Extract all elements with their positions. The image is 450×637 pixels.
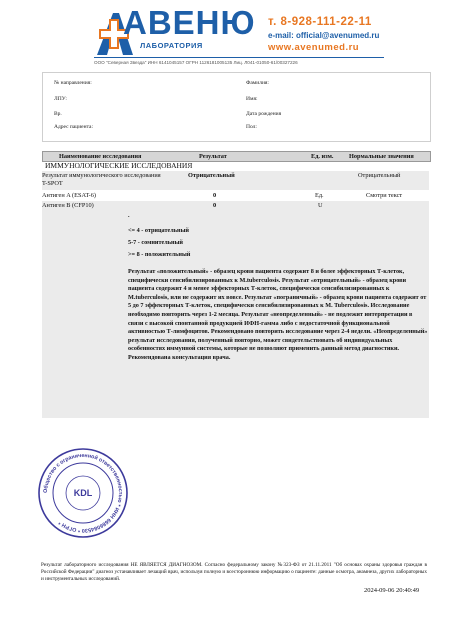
norm-tspot: Отрицательный (358, 172, 401, 179)
section-title: ИММУНОЛОГИЧЕСКИЕ ИССЛЕДОВАНИЯ (45, 161, 193, 170)
unit-antigen-a: Ед. (315, 192, 324, 199)
comment-scale-positive: >= 8 - положительный (128, 251, 191, 258)
website-url: www.avenumed.ru (268, 42, 360, 53)
print-timestamp: 2024-09-06 20:40:49 (364, 587, 420, 594)
doctor-label: Вр. (54, 111, 62, 117)
test-name-antigen-b: Антиген B (CFP10) (42, 202, 94, 209)
header-norm: Нормальные значения (349, 153, 414, 160)
patient-info-box (42, 72, 431, 142)
stamp-ring-text: Общество с ограниченной ответственностью * ИНН 6686084530 * ОГРН * (42, 452, 124, 534)
direction-number-label: № направления: (54, 80, 92, 86)
legal-info-line: ООО "Северная Звезда" ИНН 6141045157 ОГРН 1126181005135 Лиц. Л041-01050-61/00327226 (94, 57, 384, 68)
test-name-tspot: Результат иммунологического исследования T-SPOT (42, 172, 161, 187)
result-antigen-a: 0 (213, 192, 217, 199)
test-name-antigen-a: Антиген A (ESAT-6) (42, 192, 96, 199)
comment-scale-doubtful: 5-7 - сомнительный (128, 239, 183, 246)
header-test-name: Наименование исследования (59, 153, 142, 160)
organization-stamp (37, 447, 129, 539)
header-result: Результат (199, 153, 227, 160)
stamp-center-text: KDL (73, 488, 93, 498)
birthdate-label: Дата рождения (246, 111, 282, 117)
name-label: Имя: (246, 96, 258, 102)
unit-antigen-b: U (318, 202, 323, 209)
lpu-label: ЛПУ: (54, 96, 67, 102)
surname-label: Фамилия: (246, 80, 269, 86)
header-unit: Ед. изм. (311, 153, 334, 160)
email-address: e-mail: official@avenumed.ru (268, 31, 380, 40)
result-antigen-b: 0 (213, 202, 217, 209)
logo-text: АВЕНЮ (123, 4, 256, 41)
stamp-seal-icon (37, 447, 129, 539)
comment-scale-negative: <= 4 - отрицательный (128, 227, 189, 234)
comment-interpretation-text: Результат «положительный» - образец крови пациента содержит 8 и более эффекторных Т-клеток, специфически сенсибилизированных к M.tuberculosis. Результат «отрицательный» - образец крови пациента содержит 4 и менее эффекторных Т-клеток, специфически сенсибилизированных к M.tuberculosis, или не содержит их вовсе. Результат «пограничный» - образец крови пациента содержит от 5 до 7 эффекторных Т-клеток, специфически сенсибилизированных к M. Tuberculosis. Исследование необходимо повторить через 1-2 месяца. Результат «неопределенный» - не подлежит интерпретации в связи с высокой спонтанной продукцией ИФН-гамма либо с недостаточной функциональной активностью Т-лимфоцитов. Рекомендовано повторить исследование через 2-4 недели. «Неопределенный» результат исследования, полученный повторно, может свидетельствовать об индивидуальных особенностях иммунной системы, которые не позволяют применить данный метод диагностики. Рекомендована консультация врача. (128, 268, 428, 361)
norm-antigen-a: Смотри текст (366, 192, 403, 199)
patient-address-label: Адрес пациента: (54, 124, 94, 130)
phone-number: т. 8-928-111-22-11 (268, 16, 372, 28)
legal-disclaimer: Результат лабораторного исследования НЕ ЯВЛЯЕТСЯ ДИАГНОЗОМ. Согласно федеральному закону №323-ФЗ от 21.11.2011 "Об основах охраны здоровья граждан в Российской Федерации" диагноз устанавливает лечащий врач, используя полную и всестороннюю информацию о пациенте: данные осмотра, анамнеза, других лабораторных и инструментальных исследований. (41, 562, 427, 583)
sex-label: Пол: (246, 124, 257, 130)
comment-dot: . (128, 212, 130, 219)
result-tspot: Отрицательный (188, 172, 235, 179)
logo-subtitle: ЛАБОРАТОРИЯ (140, 41, 203, 50)
